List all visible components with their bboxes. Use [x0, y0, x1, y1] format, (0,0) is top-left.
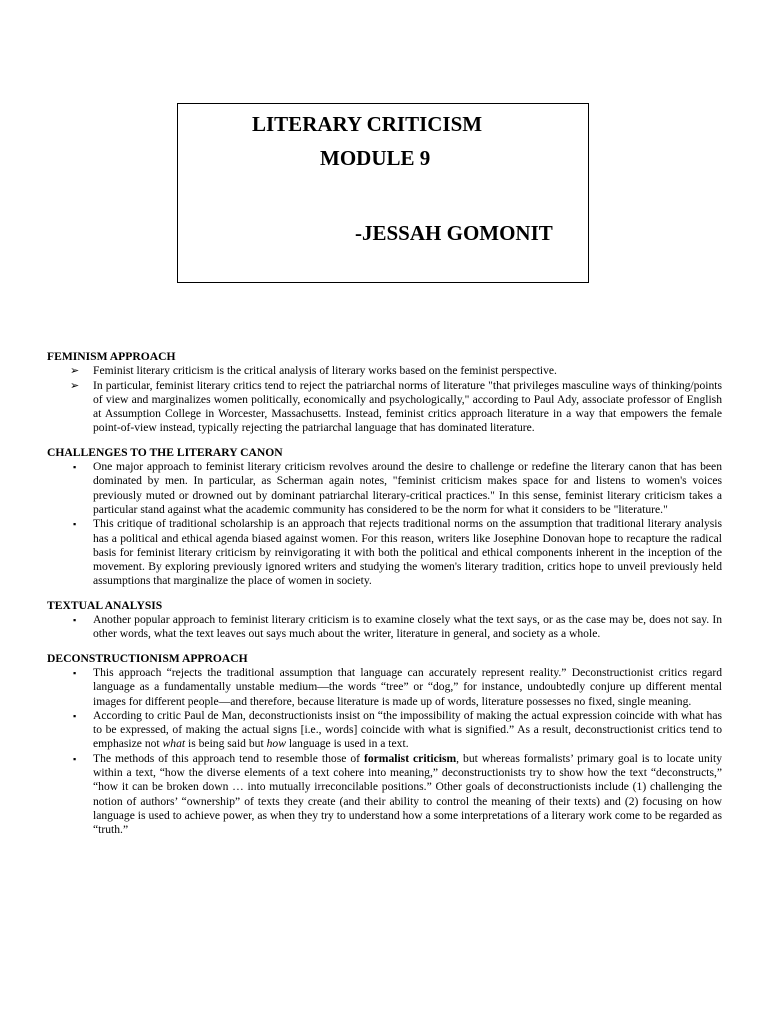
section-deconstructionism [47, 652, 722, 838]
list-item [47, 364, 722, 378]
list-item [47, 709, 722, 752]
title-box [177, 103, 589, 283]
paragraph-text: This approach “rejects the traditional assumption that language can accurately represent reality.” Deconstructionist critics regard language as a fundamentally unstable medium—the words “tree” or “dog,” for instance, undoubtedly conjure up different mental images for different people—and therefore, because literature is made up of words, literature possesses no fixed, single meaning. [93, 665, 722, 708]
emphasis-how: how [266, 737, 286, 751]
square-bullet-icon: ▪ [73, 462, 77, 473]
section-heading: DECONSTRUCTIONISM APPROACH [47, 651, 248, 665]
paragraph-text: Feminist literary criticism is the critical analysis of literary works based on the feminist perspective. [93, 364, 557, 378]
paragraph-text: This critique of traditional scholarship is an approach that rejects traditional norms on the assumption that traditional literary analysis has a political and ethical agenda biased against women. For this reason, writers like Josephine Donovan hope to recapture the radical basis for feminist literary criticism by reinvigorating it with both the political and ethical components inherent in the inception of the movement. By exploring previously ignored writers and studying the women's literary tradition, critics hope to unveil previously held assumptions that marginalize the place of women in society. [93, 517, 722, 588]
square-bullet-icon: ▪ [73, 615, 77, 626]
bullet-list [47, 613, 722, 642]
bullet-list [47, 666, 722, 838]
square-bullet-icon: ▪ [73, 667, 77, 678]
section-heading: TEXTUAL ANALYSIS [47, 598, 163, 612]
emphasis-what: what [162, 737, 186, 751]
bullet-list [47, 364, 722, 435]
section-literary-canon [47, 446, 722, 589]
text-run: According to critic Paul de Man, deconstructionists insist on “the impossibility of making the actual expression coincide with what has to be expressed, of making the actual signs [i.e., words] coincide with what is signified.” As a result, deconstructionist critics tend to emphasize not [93, 708, 722, 751]
author-name: -JESSAH GOMONIT [355, 221, 553, 245]
text-run: , but whereas formalists’ primary goal is to locate unity within a text, “how the diverse elements of a text cohere into meaning,” deconstructionists try to show how the text “deconstructs,” “how it can be broken down … into mutually irreconcilable positions.” Other goals of deconstructionists include (1) challenging the notion of authors’ “ownership” of texts they create (and their ability to control the meaning of their texts) and (2) focusing on how language is used to achieve power, as when they try to understand how a some interpretations of a literary work come to be regarded as “truth.” [93, 751, 722, 837]
list-item [47, 460, 722, 517]
square-bullet-icon: ▪ [73, 710, 77, 721]
section-textual-analysis [47, 599, 722, 642]
text-run: The methods of this approach tend to resemble those of [93, 751, 364, 765]
text-run: language is used in a text. [285, 737, 409, 751]
list-item [47, 752, 722, 838]
list-item [47, 613, 722, 642]
paragraph-text: Another popular approach to feminist literary criticism is to examine closely what the text says, or as the case may be, does not say. In other words, what the text leaves out says much about the writer, literature in general, and society as a whole. [93, 613, 722, 641]
bold-term: formalist criticism [363, 751, 457, 765]
section-heading: FEMINISM APPROACH [47, 350, 176, 363]
bullet-list [47, 460, 722, 589]
paragraph-text: One major approach to feminist literary criticism revolves around the desire to challenge or redefine the literary canon that has been dominated by men. In particular, as Scherman again notes, "feminist criticism makes space for and listens to women's voices previously muted or drowned out by dominant patriarchal literary-critical practices." In this sense, feminist literary criticism takes a particular stand against what the academic community has considered to be the norm for what it considers to be "literature." [93, 460, 722, 516]
list-item [47, 379, 722, 436]
paragraph-text: In particular, feminist literary critics tend to reject the patriarchal norms of literature "that privileges masculine ways of thinking/points of view and marginalizes women politically, economically and psychologically," according to Paul Ady, associate professor of English at Assumption College in Worcester, Massachusetts. Instead, feminist critics approach literature in a way that empowers the female point-of-view instead, typically rejecting the patriarchal language that has dominated literature. [93, 378, 722, 435]
arrow-bullet-icon: ➢ [70, 379, 80, 392]
paragraph-text [93, 709, 722, 751]
document-body [47, 350, 722, 838]
arrow-bullet-icon: ➢ [70, 365, 80, 378]
section-feminism [47, 350, 722, 436]
section-heading: CHALLENGES TO THE LITERARY CANON [47, 445, 283, 459]
paragraph-text [93, 752, 722, 836]
list-item [47, 666, 722, 709]
text-run: is being said but [185, 737, 267, 751]
square-bullet-icon: ▪ [73, 519, 77, 530]
list-item [47, 517, 722, 588]
square-bullet-icon: ▪ [73, 753, 77, 764]
module-number: MODULE 9 [320, 146, 431, 170]
document-title: LITERARY CRITICISM [252, 112, 483, 136]
